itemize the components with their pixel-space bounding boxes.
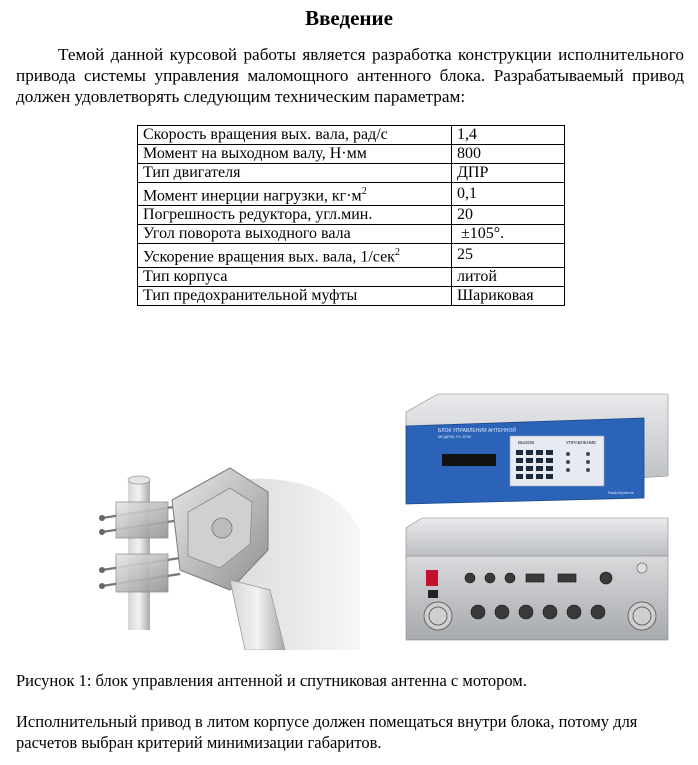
param-name [138,244,452,267]
brand-logo: RadioSystems [608,490,634,495]
outro-paragraph: Исполнительный привод в литом корпусе должен помещаться внутри блока, потому для расчетов выбран критерий минимизации габаритов. [16,712,638,752]
control-unit-image [398,388,680,643]
table-row [138,267,565,286]
power-switch [426,570,438,586]
param-value: 0,1 [452,183,565,206]
param-value: 25 [452,244,565,267]
param-value: 800 [452,145,565,164]
keypad-label-right: УПРАВЛЕНИЕ [566,440,597,445]
intro-paragraph: Темой данной курсовой работы является разработка конструкции исполнительного привода системы управления маломощного антенного блока. Разрабатываемый привод должен удовлетворять следующим техническим параметрам: [16,45,684,106]
rear-panel [406,518,668,640]
table-row [138,145,565,164]
param-name-text: Момент инерции нагрузки, кг·м [143,187,362,205]
table-row [138,225,565,244]
table-row [138,126,565,145]
keypad-label-left: ВЫЗОВ [518,440,535,445]
table-row [138,164,565,183]
param-name: Момент на выходном валу, Н·мм [138,145,452,164]
param-value: 1,4 [452,126,565,145]
param-value: ±105°. [452,225,565,244]
param-value: 20 [452,206,565,225]
antenna-motor-image [80,440,360,650]
front-title: БЛОК УПРАВЛЕНИЯ АНТЕННОЙ [438,428,516,434]
parameters-table [137,125,565,306]
front-panel [406,394,668,504]
param-name: Погрешность редуктора, угл.мин. [138,206,452,225]
figure-caption: Рисунок 1: блок управления антенной и спутниковая антенна с мотором. [16,671,527,690]
param-name [138,183,452,206]
table-row [138,183,565,206]
param-value: литой [452,267,565,286]
param-name: Тип предохранительной муфты [138,286,452,305]
superscript: 2 [361,186,367,197]
table-row [138,286,565,305]
param-value: Шариковая [452,286,565,305]
param-name: Скорость вращения вых. вала, рад/с [138,126,452,145]
lcd-display [442,454,496,466]
front-model: МОДЕЛЬ PL-3700 [438,434,472,439]
param-name-text: Ускорение вращения вых. вала, 1/сек [143,248,395,266]
table-row [138,206,565,225]
param-name: Угол поворота выходного вала [138,225,452,244]
table-row [138,244,565,267]
page-title: Введение [305,6,393,30]
param-name: Тип корпуса [138,267,452,286]
superscript: 2 [394,247,400,259]
param-value: ДПР [452,164,565,183]
param-name: Тип двигателя [138,164,452,183]
